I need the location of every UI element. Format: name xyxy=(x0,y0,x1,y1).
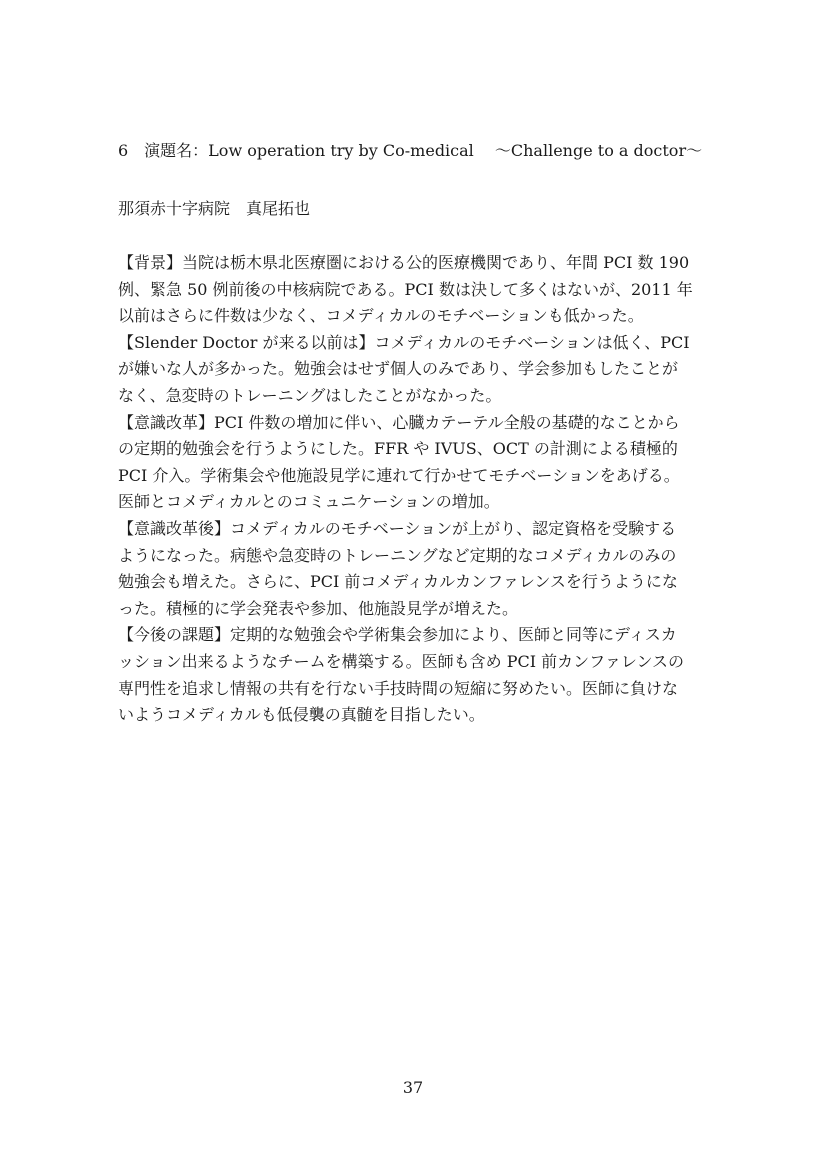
body-line: 【背景】当院は栃木県北医療圏における公的医療機関であり、年間 PCI 数 190 xyxy=(118,253,690,272)
body-line: が嫌いな人が多かった。勉強会はせず個人のみであり、学会参加もしたことが xyxy=(118,359,679,379)
body-line: 勉強会も増えた。さらに、PCI 前コメディカルカンファレンスを行うようにな xyxy=(118,572,678,592)
body-line: いようコメディカルも低侵襲の真髄を目指したい。 xyxy=(118,705,485,725)
body-line: 専門性を追求し情報の共有を行ない手技時間の短縮に努めたい。医師に負けな xyxy=(118,678,679,698)
body-line: の定期的勉強会を行うようにした。FFR や IVUS、OCT の計測による積極的 xyxy=(118,439,678,459)
body-line: 【Slender Doctor が来る以前は】コメディカルのモチベーションは低く、PCI xyxy=(118,332,690,352)
body-line: ようになった。病態や急変時のトレーニングなど定期的なコメディカルのみの xyxy=(118,545,677,565)
body-line: 【意識改革後】コメディカルのモチベーションが上がり、認定資格を受験する xyxy=(118,518,677,538)
body-line: 【意識改革】PCI 件数の増加に伴い、心臓カテーテル全般の基礎的なことから xyxy=(118,412,680,432)
abstract-title: 6 演題名：Low operation try by Co-medical 〜Challenge to a doctor〜 xyxy=(118,141,703,160)
body-line: った。積極的に学会発表や参加、他施設見学が増えた。 xyxy=(118,598,519,618)
author-affiliation: 那須赤十字病院 真尾拓也 xyxy=(118,199,311,218)
body-line: なく、急変時のトレーニングはしたことがなかった。 xyxy=(118,385,502,405)
body-line: ッション出来るようなチームを構築する。医師も含め PCI 前カンファレンスの xyxy=(118,651,684,671)
body-line: 医師とコメディカルとのコミュニケーションの増加。 xyxy=(118,492,500,512)
body-line: 以前はさらに件数は少なく、コメディカルのモチベーションも低かった。 xyxy=(118,306,644,326)
body-line: 例、緊急 50 例前後の中核病院である。PCI 数は決して多くはないが、2011 年 xyxy=(118,279,693,299)
body-line: PCI 介入。学術集会や他施設見学に連れて行かせてモチベーションをあげる。 xyxy=(118,465,680,485)
abstract-body xyxy=(118,250,708,729)
page-number: 37 xyxy=(402,1078,424,1097)
body-line: 【今後の課題】定期的な勉強会や学術集会参加により、医師と同等にディスカ xyxy=(118,625,677,645)
